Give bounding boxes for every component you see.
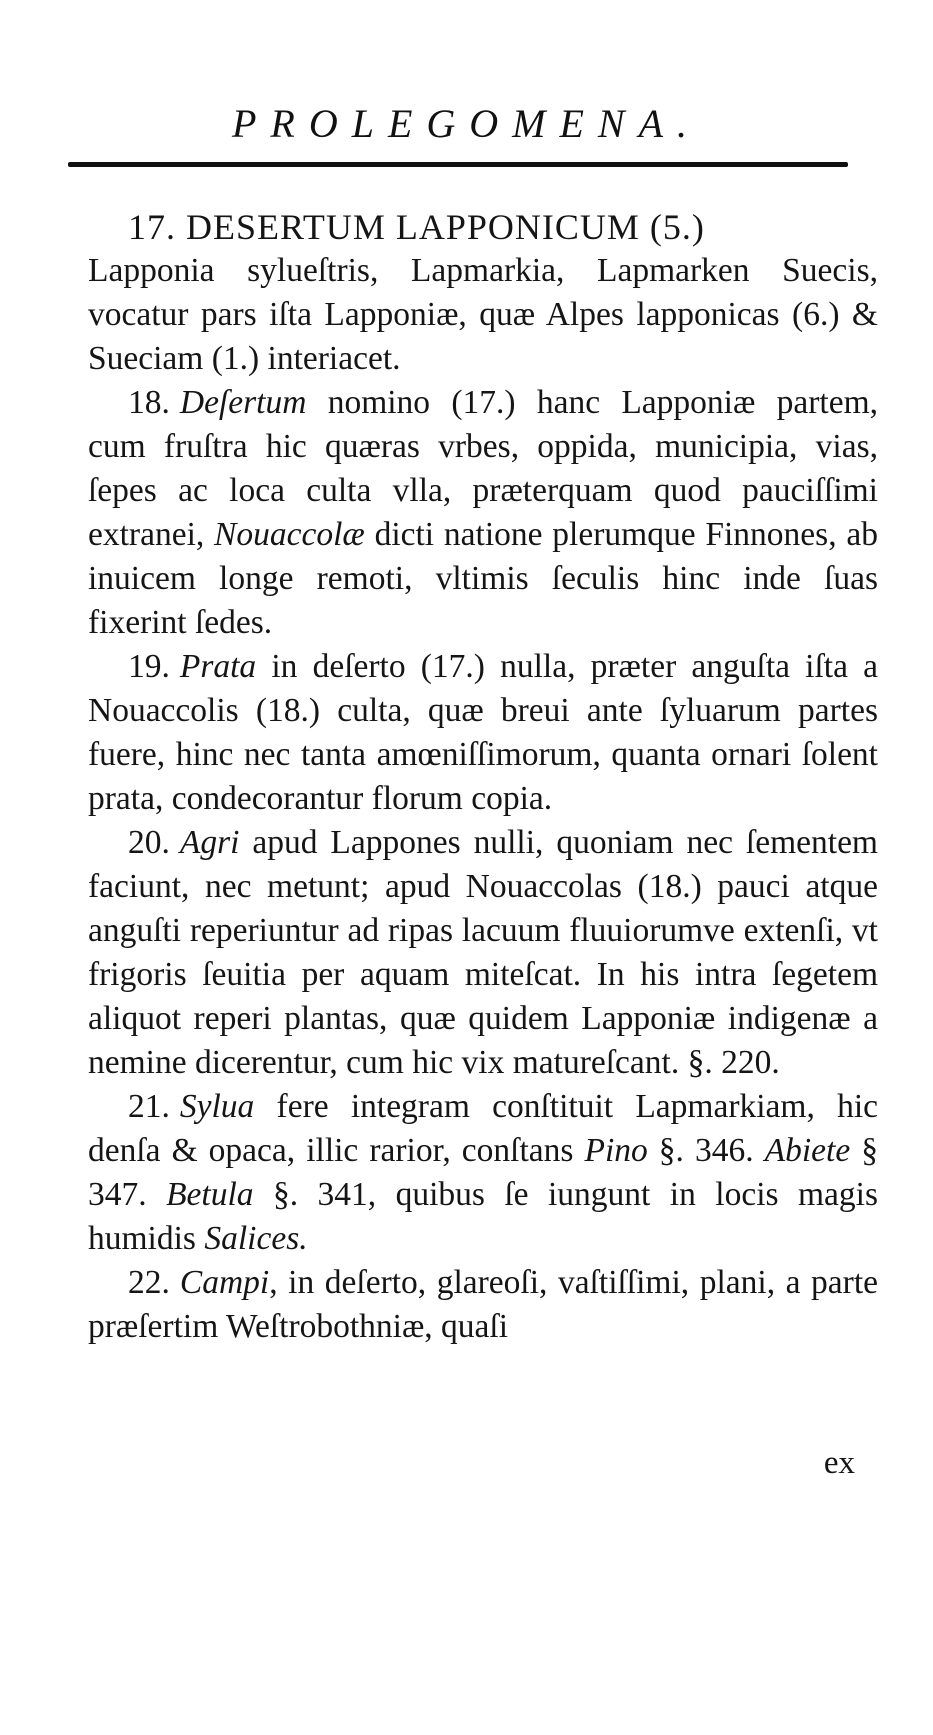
section-number: 20. xyxy=(128,824,170,861)
section-20 xyxy=(88,821,878,1085)
section-term: Sylua xyxy=(179,1088,255,1125)
section-18 xyxy=(88,381,878,645)
section-text: , in deſerto, glareoſi, vaſtiſſimi, plani, a parte præſertim Weſtrobothniæ, quaſi xyxy=(88,1264,878,1345)
section-text: fere integram conſtituit Lapmarkiam, hic denſa & opaca, illic rarior, conſtans xyxy=(88,1088,878,1169)
body-text xyxy=(88,205,878,1349)
section-21 xyxy=(88,1085,878,1261)
catchword: ex xyxy=(823,1445,855,1481)
section-19 xyxy=(88,645,878,821)
species-abiete: Abiete xyxy=(764,1132,851,1169)
section-heading: DESERTUM LAPPONICUM (5.) xyxy=(186,207,705,247)
section-number: 22. xyxy=(128,1264,170,1301)
section-number: 18. xyxy=(128,384,170,421)
section-number: 19. xyxy=(128,648,170,685)
section-17-heading xyxy=(88,205,878,249)
section-text: dicti natione plerumque Finnones, ab inuicem longe remoti, vltimis ſeculis hinc inde ſuas fixerint ſedes. xyxy=(88,516,878,641)
section-ref: §. 346. xyxy=(647,1132,765,1169)
section-ref: §. 341, quibus ſe iungunt in locis magis humidis xyxy=(88,1176,878,1257)
running-head: PROLEGOMENA. xyxy=(231,101,702,146)
section-text: in deſerto (17.) nulla, præter anguſta iſta a Nouaccolis (18.) culta, quæ breui ante ſyluarum partes fuere, hinc nec tanta amœniſſimorum, quanta ornari ſolent prata, condecorantur florum copia. xyxy=(88,648,878,817)
section-term: Prata xyxy=(179,648,257,685)
section-17-text: Lapponia sylueſtris, Lapmarkia, Lapmarken Suecis, vocatur pars iſta Lapponiæ, quæ Alpes lapponicas (6.) & Sueciam (1.) interiacet. xyxy=(88,252,878,377)
species-pino: Pino xyxy=(584,1132,648,1169)
section-term: Deſertum xyxy=(179,384,307,421)
section-text: apud Lappones nulli, quoniam nec ſementem faciunt, nec metunt; apud Nouaccolas (18.) pauci atque anguſti reperiuntur ad ripas lacuum fluuiorumve extenſi, vt frigoris ſeuitia per aquam miteſcat. In his intra ſegetem aliquot reperi plantas, quæ quidem Lapponiæ indigenæ a nemine dicerentur, cum hic vix matureſcant. §. 220. xyxy=(88,824,878,1081)
section-22 xyxy=(88,1261,878,1349)
species-betula: Betula xyxy=(166,1176,254,1213)
species-salices: Salices. xyxy=(204,1220,308,1257)
section-term: Agri xyxy=(179,824,240,861)
section-text: nomino (17.) hanc Lapponiæ partem, cum fruſtra hic quæras vrbes, oppida, municipia, vias, ſepes ac loca culta vlla, præterquam quod pauciſſimi extranei, xyxy=(88,384,878,553)
section-term: Campi xyxy=(179,1264,270,1301)
section-number: 17. xyxy=(128,207,176,247)
inline-term: Nouaccolæ xyxy=(214,516,365,553)
section-number: 21. xyxy=(128,1088,170,1125)
section-ref: § 347. xyxy=(88,1132,879,1213)
header-rule xyxy=(68,162,848,167)
